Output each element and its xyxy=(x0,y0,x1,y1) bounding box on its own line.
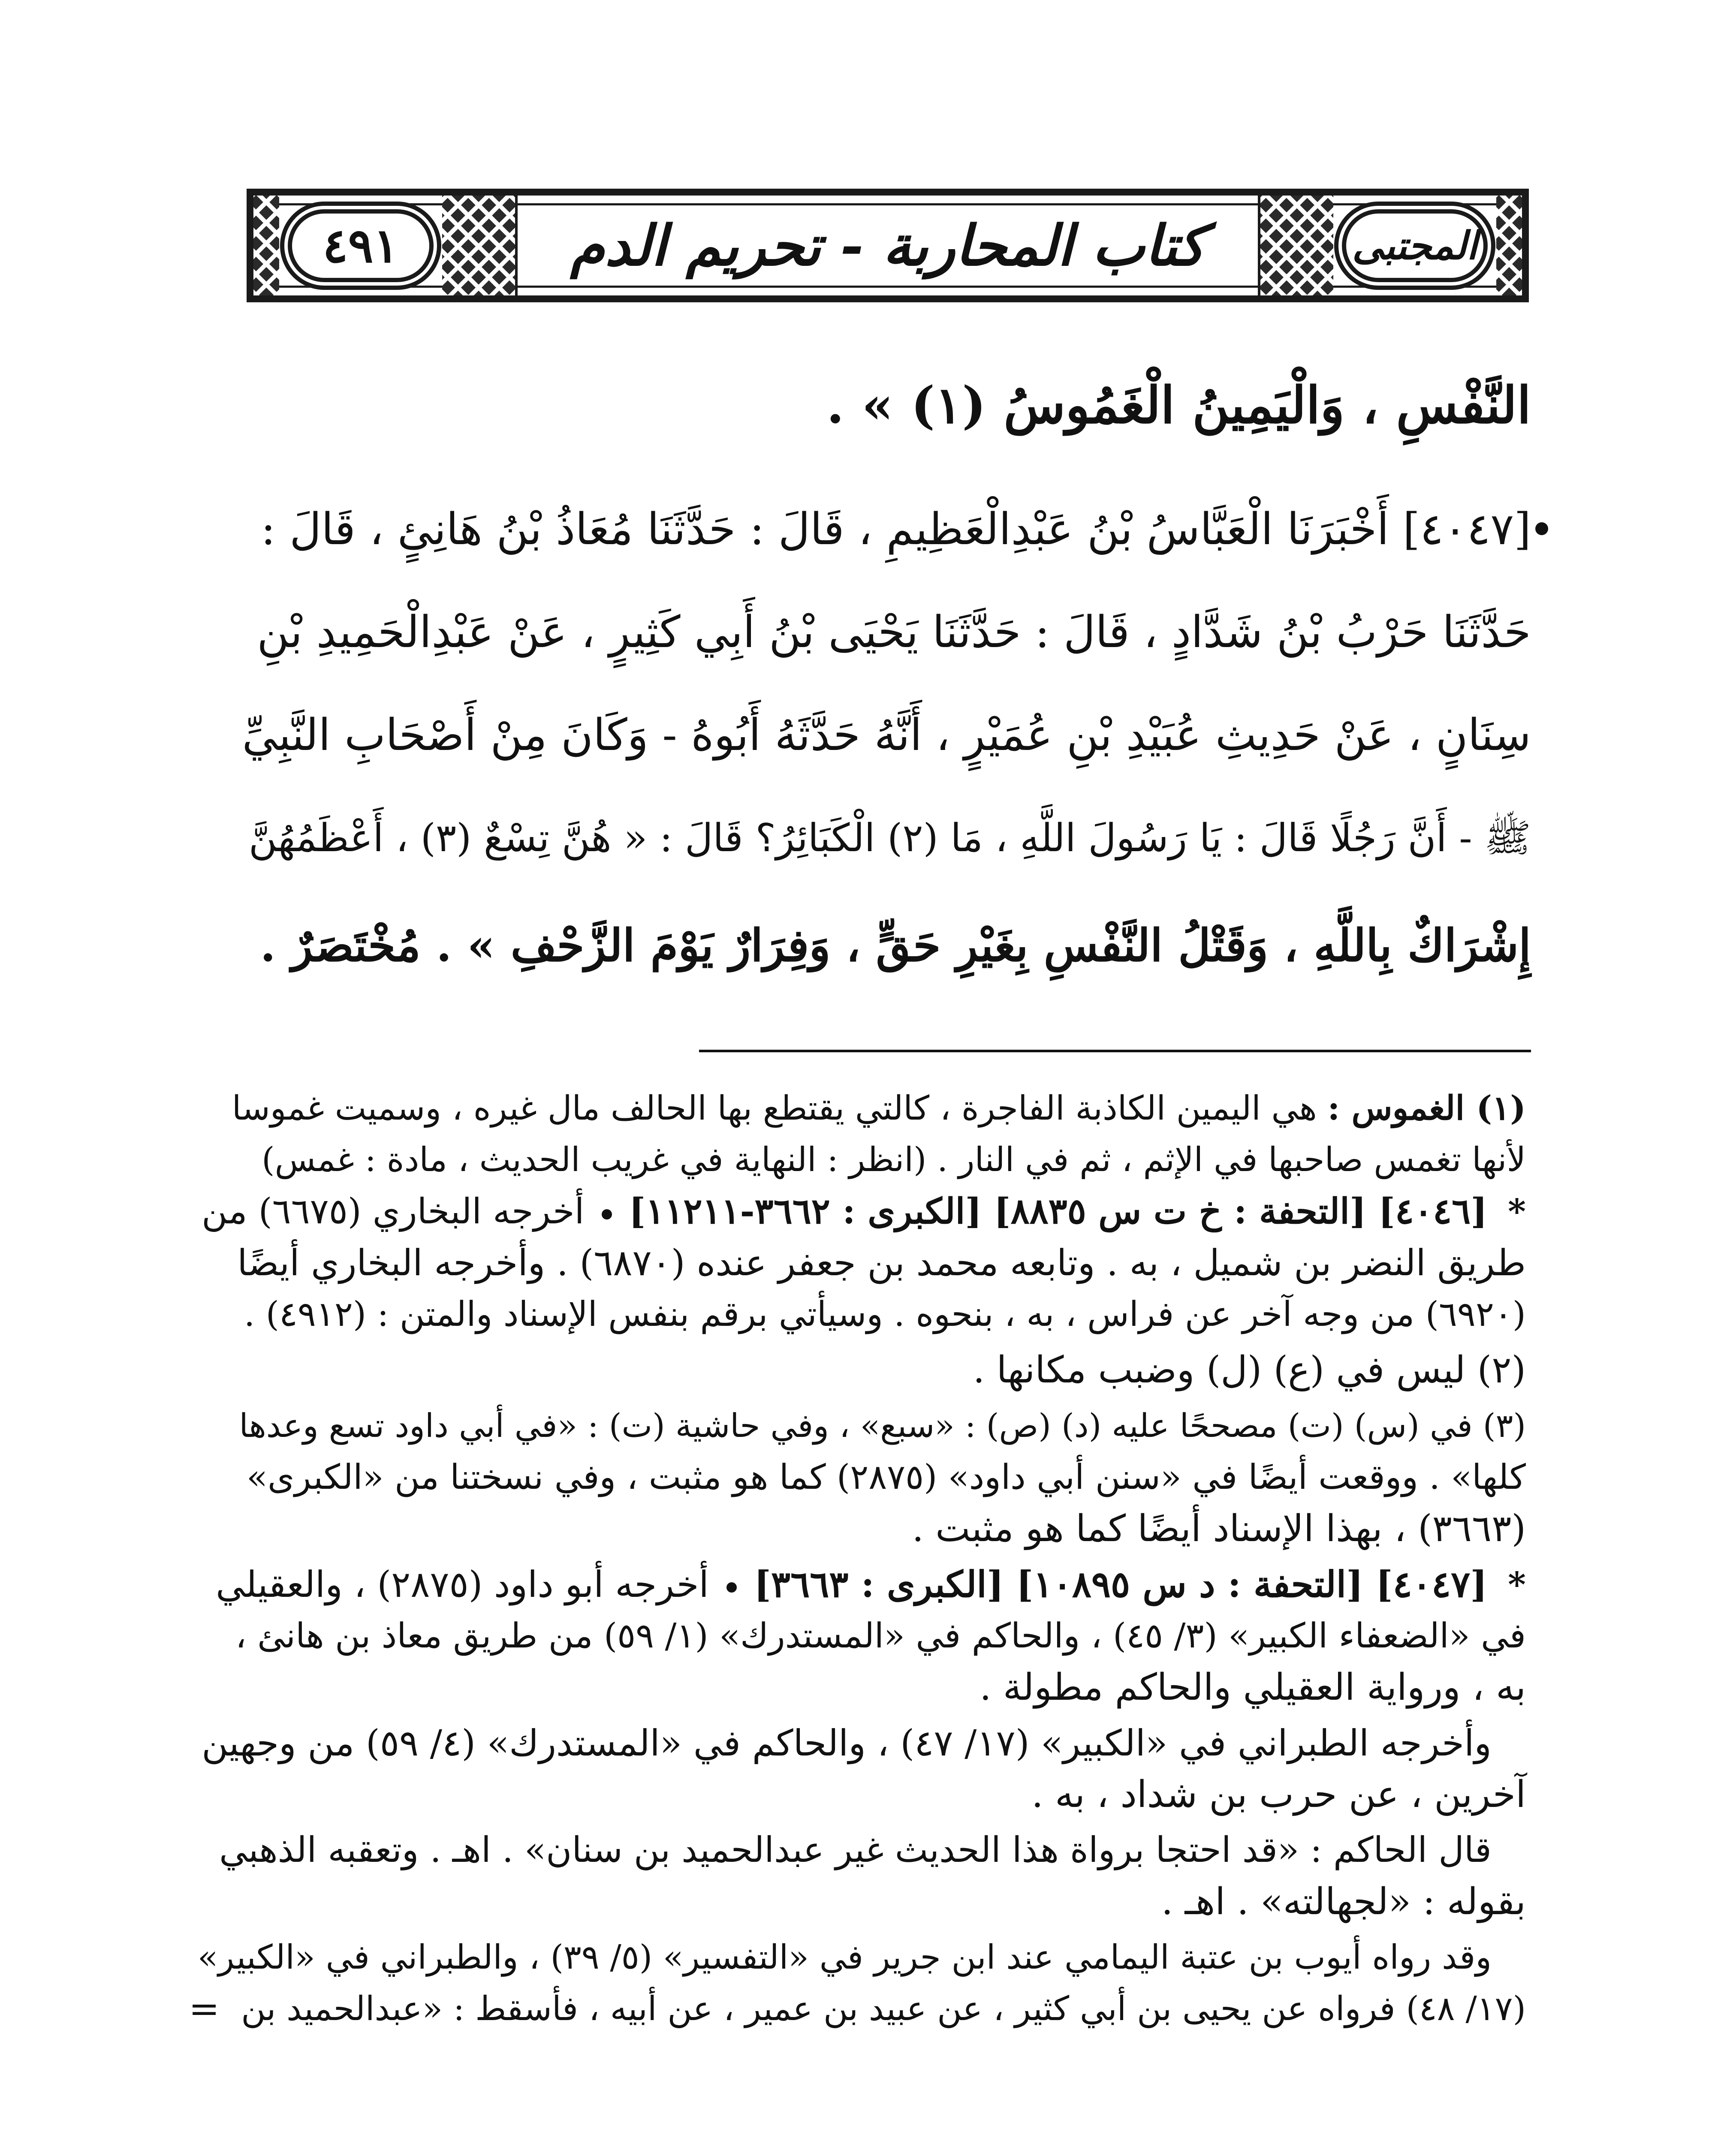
footnote-term: (١) الغموس : xyxy=(1327,1089,1526,1128)
main-text-line: ﷺ - أَنَّ رَجُلًا قَالَ : يَا رَسُولَ اللَّهِ ، مَا (٢) الْكَبَائِرُ؟ قَالَ : « هُنَّ تِسْعٌ (٣) ، أَعْظَمُهُنَّ xyxy=(248,816,1531,861)
main-text-line: إِشْرَاكٌ بِاللَّهِ ، وَقَتْلُ النَّفْسِ بِغَيْرِ حَقٍّ ، وَفِرَارٌ يَوْمَ الزَّحْفِ » . مُخْتَصَرٌ . xyxy=(260,919,1531,972)
footnote-line: آخرين ، عن حرب بن شداد ، به . xyxy=(1031,1773,1526,1816)
footnote-line: بقوله : «لجهالته» . اهـ . xyxy=(1161,1880,1526,1923)
footnote-separator xyxy=(699,1050,1531,1052)
footnote-line: (٣٦٦٣) ، بهذا الإسناد أيضًا كما هو مثبت . xyxy=(912,1507,1526,1550)
header-ornament-right xyxy=(1496,196,1522,295)
footnote-reference-line xyxy=(216,1561,1487,1608)
footnote-line: (٦٩٢٠) من وجه آخر عن فراس ، به ، بنحوه . وسيأتي برقم بنفس الإسناد والمتن : (٤٩١٢) . xyxy=(244,1294,1526,1334)
chapter-title: كتاب المحاربة - تحريم الدم xyxy=(570,213,1206,278)
footnote-line: (١) الغموس : هي اليمين الكاذبة الفاجرة ، كالتي يقتطع بها الحالف مال غيره ، وسميت غموسا xyxy=(232,1089,1526,1128)
book-name-oval xyxy=(1342,209,1488,282)
footnote-reference-head: [٤٠٤٦] [التحفة : خ ت س ٨٨٣٥] [الكبرى : ٣٦٦٢-١١٢١١] xyxy=(629,1191,1487,1232)
footnote-line: وقد رواه أيوب بن عتبة اليمامي عند ابن جرير في «التفسير» (٥/ ٣٩) ، والطبراني في «الكبير» xyxy=(197,1938,1492,1977)
main-text-line: سِنَانٍ ، عَنْ حَدِيثِ عُبَيْدِ بْنِ عُمَيْرٍ ، أَنَّهُ حَدَّثَهُ أَبُوهُ - وَكَانَ مِنْ أَصْحَابِ النَّبِيِّ xyxy=(242,710,1531,761)
footnote-reference-tail: أخرجه البخاري (٦٦٧٥) من xyxy=(202,1191,585,1232)
footnote-line: قال الحاكم : «قد احتجا برواة هذا الحديث غير عبدالحميد بن سنان» . اهـ . وتعقبه الذهبي xyxy=(219,1830,1492,1870)
header-ornament-left xyxy=(253,196,279,295)
page-number: ٤٩١ xyxy=(322,218,399,273)
footnote-line: (٣) في (س) (ت) مصححًا عليه (د) (ص) : «سبع» ، وفي حاشية (ت) : «في أبي داود تسع وعدها xyxy=(239,1406,1526,1445)
footnote-line: وأخرجه الطبراني في «الكبير» (١٧/ ٤٧) ، والحاكم في «المستدرك» (٤/ ٥٩) من وجهين xyxy=(202,1722,1492,1764)
footnote-line: به ، ورواية العقيلي والحاكم مطولة . xyxy=(980,1666,1526,1709)
hadith-bullet-icon xyxy=(1535,522,1548,535)
footnote-line: (١٧/ ٤٨) فرواه عن يحيى بن أبي كثير ، عن عبيد بن عمير ، عن أبيه ، فأسقط : «عبدالحميد بن xyxy=(241,1990,1526,2028)
footnote-line: في «الضعفاء الكبير» (٣/ ٤٥) ، والحاكم في «المستدرك» (١/ ٥٩) من طريق معاذ بن هانئ ، xyxy=(235,1616,1526,1656)
page-number-oval xyxy=(288,209,434,282)
footnote-line: طريق النضر بن شميل ، به . وتابعه محمد بن جعفر عنده (٦٨٧٠) . وأخرجه البخاري أيضًا xyxy=(237,1242,1526,1284)
star-marker-icon: * xyxy=(1508,1191,1526,1232)
page-header xyxy=(247,189,1529,302)
header-ornament-middle-left xyxy=(442,196,515,295)
header-ornament-middle-right xyxy=(1260,196,1333,295)
book-name-cartouche xyxy=(1333,196,1496,295)
main-text-line: حَدَّثَنَا حَرْبُ بْنُ شَدَّادٍ ، قَالَ : حَدَّثَنَا يَحْيَى بْنُ أَبِي كَثِيرٍ ، عَنْ عَبْدِالْحَمِيدِ بْنِ xyxy=(257,607,1531,658)
hadith-opening-line: [٤٠٤٧] أَخْبَرَنَا الْعَبَّاسُ بْنُ عَبْدِالْعَظِيمِ ، قَالَ : حَدَّثَنَا مُعَاذُ بْنُ هَانِئٍ ، قَالَ : xyxy=(261,504,1531,555)
main-text-line: النَّفْسِ ، وَالْيَمِينُ الْغَمُوسُ (١) » . xyxy=(826,375,1531,435)
page-number-cartouche xyxy=(279,196,442,295)
book-name: المجتبى xyxy=(1352,223,1477,268)
bullet-dot-icon xyxy=(602,1209,612,1220)
header-title-area xyxy=(515,196,1260,295)
footnote-line: (٢) ليس في (ع) (ل) وضبب مكانها . xyxy=(973,1349,1526,1391)
footnote-reference-line xyxy=(202,1188,1487,1235)
footnote-reference-tail: أخرجه أبو داود (٢٨٧٥) ، والعقيلي xyxy=(216,1563,709,1605)
bullet-dot-icon xyxy=(726,1582,737,1593)
footnote-line: كلها» . ووقعت أيضًا في «سنن أبي داود» (٢٨٧٥) كما هو مثبت ، وفي نسختنا من «الكبرى» xyxy=(247,1457,1526,1497)
footnote-line: لأنها تغمس صاحبها في الإثم ، ثم في النار . (انظر : النهاية في غريب الحديث ، مادة : غمس) xyxy=(262,1141,1526,1179)
star-marker-icon: * xyxy=(1508,1564,1526,1605)
continuation-mark: = xyxy=(189,1987,220,2030)
footnote-reference-head: [٤٠٤٧] [التحفة : د س ١٠٨٩٥] [الكبرى : ٣٦٦٣] xyxy=(754,1563,1487,1605)
